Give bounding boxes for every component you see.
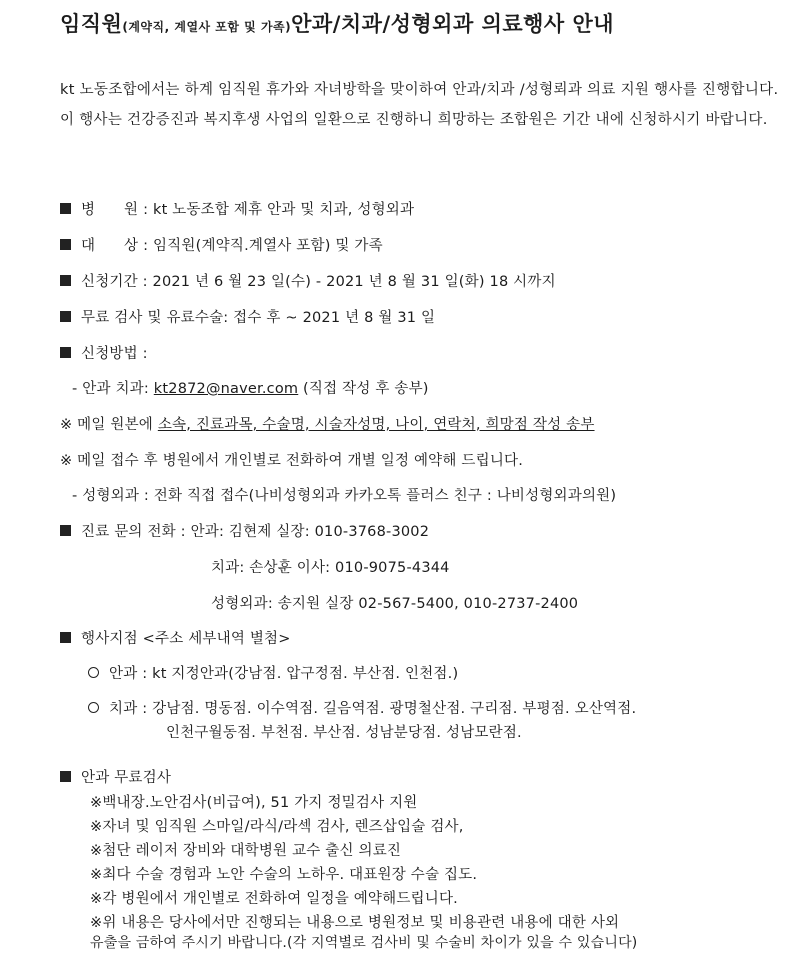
square-bullet-icon: [60, 771, 71, 782]
square-bullet-icon: [60, 203, 71, 214]
branch-eye: [88, 662, 458, 683]
title-part-1: 임직원: [60, 12, 123, 36]
square-bullet-icon: [60, 525, 71, 536]
note1-prefix: ※ 메일 원본에: [60, 417, 158, 433]
square-bullet-icon: [60, 239, 71, 250]
item-method: [60, 342, 148, 363]
method-eye-prefix: - 안과 치과:: [72, 381, 154, 397]
free-exam-line: ※각 병원에서 개인별로 전화하여 일정을 예약해드립니다.: [90, 891, 458, 907]
note-mail-original: [60, 413, 595, 434]
method-eye-dental: [72, 377, 429, 398]
item-branches: [60, 627, 291, 648]
branch-dental-line-2: 인천구월동점. 부천점. 부산점. 성남분당점. 성남모란점.: [166, 725, 522, 741]
item-period: [60, 270, 556, 291]
item-hospital-text: 병 원 : kt 노동조합 제휴 안과 및 치과, 성형외과: [81, 202, 415, 218]
item-hospital: [60, 198, 414, 219]
note-phone-reservation: ※ 메일 접수 후 병원에서 개인별로 전화하여 개별 일정 예약해 드립니다.: [60, 453, 524, 469]
item-free-exam-title: [60, 766, 171, 787]
free-exam-title-text: 안과 무료검사: [81, 770, 172, 786]
title-part-2: (계약직, 계열사 포함 및 가족): [122, 20, 292, 34]
square-bullet-icon: [60, 311, 71, 322]
branch-dental: [88, 697, 636, 718]
email-link[interactable]: kt2872@naver.com: [153, 381, 299, 397]
free-exam-line: ※최다 수술 경험과 노안 수술의 노하우. 대표원장 수술 집도.: [90, 867, 478, 883]
method-eye-suffix: (직접 작성 후 송부): [298, 381, 429, 397]
branch-dental-text-1: 치과 : 강남점. 명동점. 이수역점. 길음역점. 광명철산점. 구리점. 부평점. 오산역점.: [109, 701, 637, 717]
method-plastic: - 성형외과 : 전화 직접 접수(나비성형외과 카카오톡 플러스 친구 : 나비성형외과의원): [72, 488, 617, 504]
square-bullet-icon: [60, 347, 71, 358]
page-title: [60, 8, 614, 38]
item-free-exam-text: 무료 검사 및 유료수술: 접수 후 ~ 2021 년 8 월 31 일: [81, 310, 436, 326]
free-exam-line: ※위 내용은 당사에서만 진행되는 내용으로 병원정보 및 비용관련 내용에 대한 사외: [90, 915, 620, 931]
item-method-text: 신청방법 :: [81, 346, 148, 362]
circle-bullet-icon: [88, 667, 99, 678]
item-period-text: 신청기간 : 2021 년 6 월 23 일(수) - 2021 년 8 월 31 일(화) 18 시까지: [81, 274, 556, 290]
square-bullet-icon: [60, 275, 71, 286]
item-target: [60, 234, 383, 255]
branch-eye-text: 안과 : kt 지정안과(강남점. 압구정점. 부산점. 인천점.): [109, 666, 459, 682]
item-branches-text: 행사지점 <주소 세부내역 별첨>: [81, 631, 291, 647]
free-exam-line: ※첨단 레이저 장비와 대학병원 교수 출신 의료진: [90, 843, 402, 859]
item-contact: [60, 520, 429, 541]
title-part-3: 안과/치과/성형외과 의료행사 안내: [291, 12, 615, 36]
item-free-exam: [60, 306, 435, 327]
free-exam-line: 유출을 금하여 주시기 바랍니다.(각 지역별로 검사비 및 수술비 차이가 있을 수 있습니다): [90, 935, 638, 951]
item-contact-text: 진료 문의 전화 : 안과: 김현제 실장: 010-3768-3002: [81, 524, 430, 540]
note1-underlined: 소속, 진료과목, 수술명, 시술자성명, 나이, 연락처, 희망점 작성 송부: [157, 417, 595, 433]
free-exam-line: ※자녀 및 임직원 스마일/라식/라섹 검사, 렌즈삽입술 검사,: [90, 819, 464, 835]
free-exam-line: ※백내장.노안검사(비급여), 51 가지 정밀검사 지원: [90, 795, 418, 811]
contact-plastic: 성형외과: 송지원 실장 02-567-5400, 010-2737-2400: [211, 596, 579, 612]
item-target-text: 대 상 : 임직원(계약직.계열사 포함) 및 가족: [81, 238, 383, 254]
square-bullet-icon: [60, 632, 71, 643]
circle-bullet-icon: [88, 702, 99, 713]
contact-dental: 치과: 손상훈 이사: 010-9075-4344: [211, 560, 450, 576]
intro-paragraph: kt 노동조합에서는 하계 임직원 휴가와 자녀방학을 맞이하여 안과/치과 /성형뢰과 의료 지원 행사를 진행합니다. 이 행사는 건강증진과 복지후생 사업의 일환으로 진행하니 희망하는 조합원은 기간 내에 신청하시기 바랍니다.: [60, 82, 779, 128]
